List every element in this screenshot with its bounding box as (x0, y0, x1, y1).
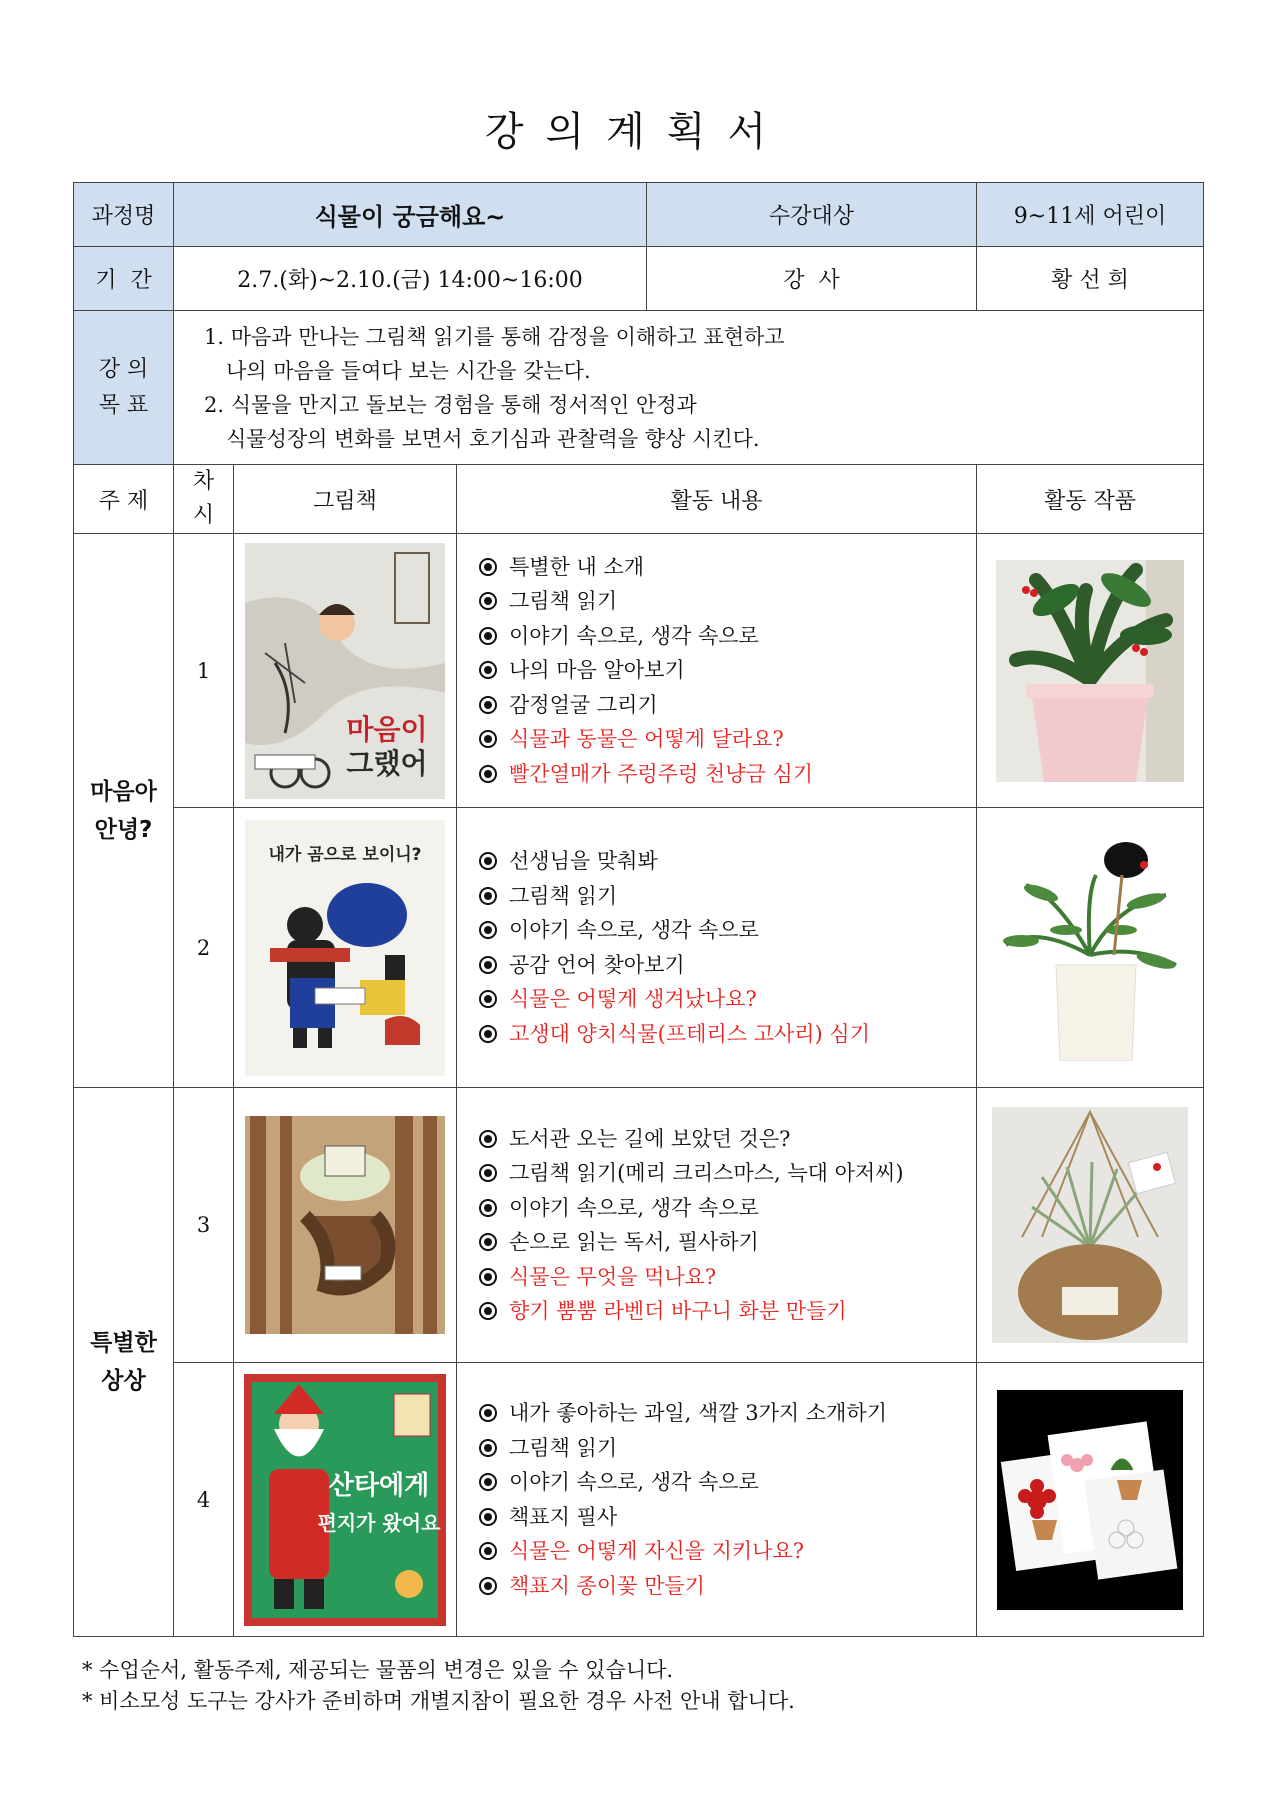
activity-text: 식물은 어떻게 자신을 지키나요? (509, 1539, 805, 1563)
activity-text: 식물과 동물은 어떻게 달라요? (509, 727, 784, 752)
radio-bullet-icon (479, 1508, 497, 1526)
work-cell (977, 534, 1204, 808)
session-header-line-2: 시 (192, 503, 215, 528)
activity-cell (457, 808, 977, 1088)
radio-bullet-icon (479, 921, 497, 939)
activity-text: 내가 좋아하는 과일, 색깔 3가지 소개하기 (509, 1401, 887, 1425)
activity-text: 손으로 읽는 독서, 필사하기 (509, 1230, 759, 1254)
lecture-plan-table (73, 182, 1204, 1637)
footnote: * 수업순서, 활동주제, 제공되는 물품의 변경은 있을 수 있습니다. (82, 1658, 674, 1682)
activity-list (457, 1122, 976, 1329)
theme-line: 마음아 (90, 778, 157, 805)
book-cover-cell (234, 808, 457, 1088)
activity-text: 도서관 오는 길에 보았던 것은? (509, 1126, 791, 1151)
activity-text: 그림책 읽기 (509, 589, 618, 614)
target-value: 9~11세 어린이 (977, 183, 1204, 247)
radio-bullet-icon (479, 1302, 497, 1320)
activity-list (457, 1396, 976, 1603)
activity-text: 고생대 양치식물(프테리스 고사리) 심기 (509, 1021, 870, 1046)
session-number: 1 (174, 534, 234, 808)
activity-item (479, 1294, 976, 1329)
radio-bullet-icon (479, 1130, 497, 1148)
radio-bullet-icon (479, 1199, 497, 1217)
plant-pot-photo (996, 560, 1184, 782)
work-column-header: 활동 작품 (977, 465, 1204, 534)
activity-item (479, 653, 976, 688)
activity-text: 그림책 읽기(메리 크리스마스, 늑대 아저씨) (509, 1161, 904, 1185)
activity-cell (457, 1363, 977, 1637)
activity-cell (457, 1088, 977, 1363)
session-row (74, 808, 1204, 1088)
session-row (74, 1088, 1204, 1363)
activity-item (479, 1500, 976, 1535)
session-number: 2 (174, 808, 234, 1088)
theme-column-header: 주 제 (74, 465, 174, 534)
radio-bullet-icon (479, 627, 497, 645)
activity-list (457, 844, 976, 1051)
goal-label (74, 311, 174, 465)
book-cover-cell (234, 1088, 457, 1363)
activity-column-header: 활동 내용 (457, 465, 977, 534)
book-title-text: 마음이 (346, 712, 428, 746)
fern-pot-photo (996, 835, 1184, 1061)
activity-item (479, 948, 976, 983)
activity-item (479, 1260, 976, 1295)
activity-text: 식물은 무엇을 먹나요? (509, 1264, 717, 1289)
activity-item (479, 844, 976, 879)
work-cell (977, 1363, 1204, 1637)
activity-item (479, 1396, 976, 1431)
activity-text: 식물은 어떻게 생겨났나요? (509, 987, 757, 1011)
goal-line: 나의 마음을 들여다 보는 시간을 갖는다. (226, 358, 591, 383)
theme-line: 상상 (101, 1368, 146, 1394)
radio-bullet-icon (479, 1164, 497, 1182)
activity-text: 이야기 속으로, 생각 속으로 (509, 918, 759, 942)
session-row (74, 534, 1204, 808)
activity-text: 향기 뿜뿜 라벤더 바구니 화분 만들기 (509, 1299, 847, 1323)
radio-bullet-icon (479, 1404, 497, 1422)
goal-text (174, 311, 1204, 465)
activity-text: 나의 마음 알아보기 (509, 658, 685, 683)
activity-item (479, 1534, 976, 1569)
session-number: 3 (174, 1088, 234, 1363)
activity-item (479, 1122, 976, 1157)
course-value: 식물이 궁금해요~ (174, 183, 647, 247)
footnotes (82, 1655, 795, 1717)
radio-bullet-icon (479, 592, 497, 610)
goal-row (74, 311, 1204, 465)
activity-item (479, 913, 976, 948)
book-column-header: 그림책 (234, 465, 457, 534)
activity-text: 그림책 읽기 (509, 883, 618, 908)
activity-item (479, 722, 976, 757)
goal-line: 식물성장의 변화를 보면서 호기심과 관찰력을 향상 시킨다. (226, 426, 760, 451)
radio-bullet-icon (479, 1542, 497, 1560)
radio-bullet-icon (479, 696, 497, 714)
radio-bullet-icon (479, 1025, 497, 1043)
session-number: 4 (174, 1363, 234, 1637)
radio-bullet-icon (479, 887, 497, 905)
lavender-basket-photo (992, 1107, 1188, 1343)
theme-line: 안녕? (94, 816, 153, 843)
paper-flower-photo (997, 1390, 1183, 1610)
theme-line: 특별한 (90, 1330, 157, 1356)
activity-text: 공감 언어 찾아보기 (509, 952, 685, 977)
column-header-row (74, 465, 1204, 534)
activity-item (479, 879, 976, 914)
goal-label-line-2: 목 표 (98, 392, 149, 418)
course-row (74, 183, 1204, 247)
session-column-header (174, 465, 234, 534)
book-title-text: 산타에게 (328, 1470, 430, 1501)
goal-label-line-1: 강 의 (98, 356, 149, 382)
radio-bullet-icon (479, 1439, 497, 1457)
activity-text: 이야기 속으로, 생각 속으로 (509, 623, 759, 648)
book-cover-cell (234, 534, 457, 808)
teacher-label: 강 사 (647, 247, 977, 311)
target-label: 수강대상 (647, 183, 977, 247)
activity-item (479, 1465, 976, 1500)
work-cell (977, 1088, 1204, 1363)
activity-item (479, 1191, 976, 1226)
activity-text: 특별한 내 소개 (509, 554, 645, 579)
teacher-value: 황 선 희 (977, 247, 1204, 311)
activity-item (479, 1431, 976, 1466)
theme-cell (74, 1088, 174, 1637)
goal-line: 2. 식물을 만지고 돌보는 경험을 통해 정서적인 안정과 (204, 392, 697, 417)
activity-item (479, 584, 976, 619)
radio-bullet-icon (479, 1268, 497, 1286)
period-row (74, 247, 1204, 311)
page-title: 강의계획서 (484, 109, 789, 155)
activity-text: 빨간열매가 주렁주렁 천냥금 심기 (509, 761, 814, 786)
activity-item (479, 1569, 976, 1604)
activity-text: 책표지 필사 (509, 1504, 618, 1529)
book-cover-image (245, 820, 445, 1076)
activity-item (479, 1017, 976, 1052)
activity-text: 그림책 읽기 (509, 1435, 618, 1460)
radio-bullet-icon (479, 765, 497, 783)
work-cell (977, 808, 1204, 1088)
book-title-text: 내가 곰으로 보이니? (268, 844, 422, 865)
book-cover-image (245, 1116, 445, 1334)
footnote: * 비소모성 도구는 강사가 준비하며 개별지참이 필요한 경우 사전 안내 합니다. (82, 1689, 795, 1713)
radio-bullet-icon (479, 1577, 497, 1595)
book-title-text: 편지가 왔어요 (317, 1510, 441, 1535)
activity-item (479, 688, 976, 723)
period-label: 기 간 (74, 247, 174, 311)
theme-cell (74, 534, 174, 1088)
book-cover-image (244, 1374, 446, 1626)
course-label: 과정명 (74, 183, 174, 247)
activity-item (479, 1225, 976, 1260)
activity-text: 선생님을 맞춰봐 (509, 849, 658, 873)
radio-bullet-icon (479, 990, 497, 1008)
radio-bullet-icon (479, 956, 497, 974)
period-value: 2.7.(화)~2.10.(금) 14:00~16:00 (174, 247, 647, 311)
activity-item (479, 619, 976, 654)
activity-cell (457, 534, 977, 808)
book-title-text: 그랬어 (346, 746, 428, 780)
activity-text: 책표지 종이꽃 만들기 (509, 1573, 705, 1598)
radio-bullet-icon (479, 730, 497, 748)
radio-bullet-icon (479, 661, 497, 679)
radio-bullet-icon (479, 852, 497, 870)
goal-line: 1. 마음과 만나는 그림책 읽기를 통해 감정을 이해하고 표현하고 (204, 324, 785, 349)
activity-item (479, 757, 976, 792)
book-cover-image (245, 543, 445, 799)
activity-item (479, 550, 976, 585)
activity-text: 이야기 속으로, 생각 속으로 (509, 1470, 759, 1494)
book-cover-cell (234, 1363, 457, 1637)
session-header-line-1: 차 (192, 469, 215, 494)
radio-bullet-icon (479, 558, 497, 576)
activity-text: 이야기 속으로, 생각 속으로 (509, 1195, 759, 1220)
activity-item (479, 982, 976, 1017)
session-row (74, 1363, 1204, 1637)
activity-list (457, 550, 976, 792)
radio-bullet-icon (479, 1233, 497, 1251)
activity-item (479, 1156, 976, 1191)
activity-text: 감정얼굴 그리기 (509, 692, 658, 717)
radio-bullet-icon (479, 1473, 497, 1491)
